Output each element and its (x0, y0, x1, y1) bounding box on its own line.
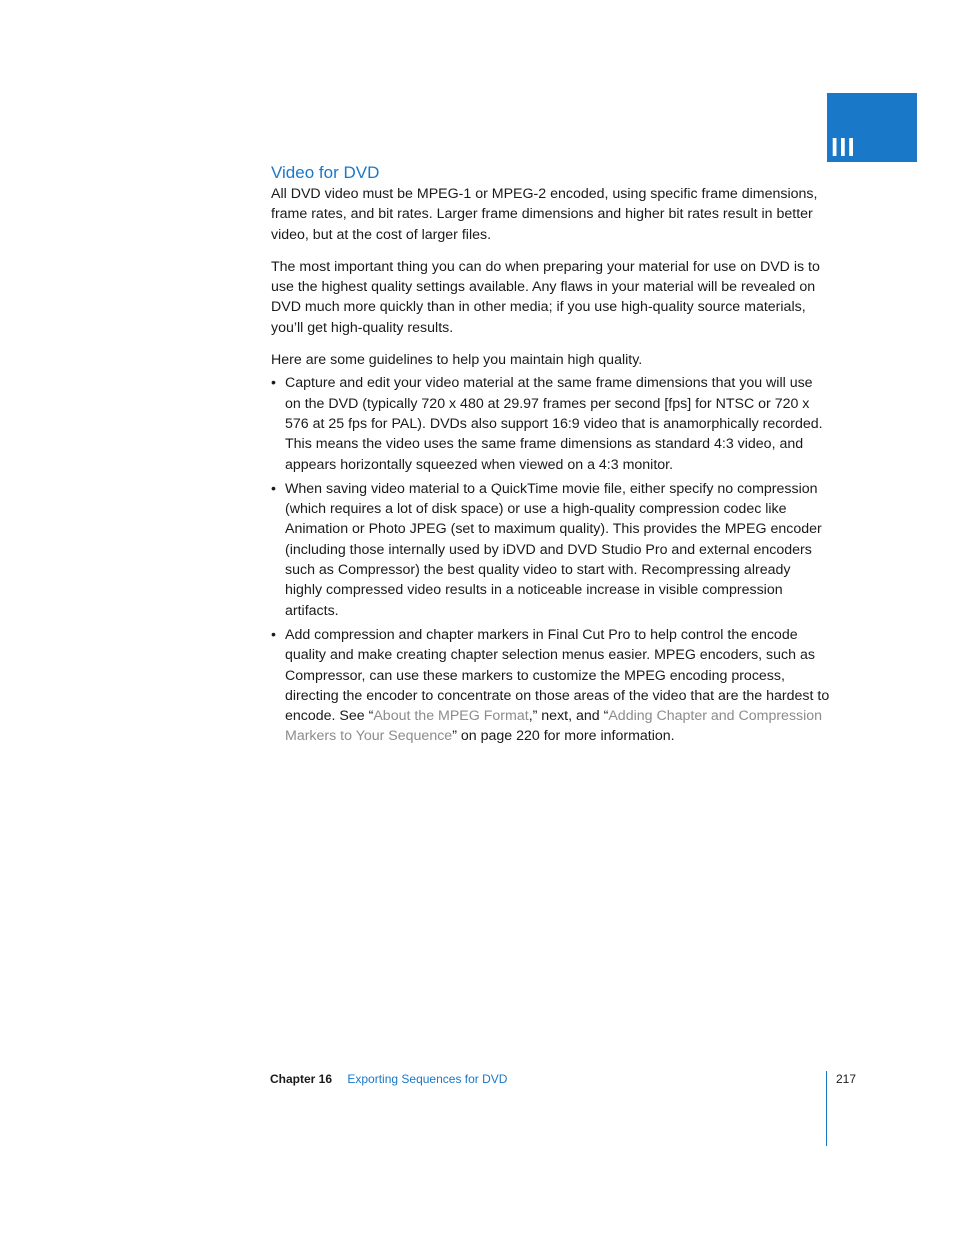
guidelines-list (271, 373, 831, 746)
chapter-label: Chapter 16 (270, 1072, 333, 1086)
paragraph: Here are some guidelines to help you maintain high quality. (271, 352, 643, 369)
part-tab (827, 93, 917, 162)
paragraph: The most important thing you can do when preparing your material for use on DVD is to use the highest quality settings available. Any flaws in your material will be revealed on DVD much more quickly than in other media; if you use high-quality source materials, you’ll get high-quality results. (271, 258, 820, 336)
footer-divider (826, 1071, 827, 1146)
list-item-text: ,” next, and “ (528, 708, 609, 725)
paragraph: All DVD video must be MPEG-1 or MPEG-2 encoded, using specific frame dimensions, frame rates, and bit rates. Larger frame dimensions and higher bit rates result in better video, but at the cost of larger files. (271, 186, 818, 243)
chapter-title: Exporting Sequences for DVD (347, 1072, 508, 1086)
page-footer (270, 1072, 830, 1086)
part-tab-label: III (831, 132, 856, 162)
main-content (271, 162, 831, 751)
list-item-text: Add compression and chapter markers in Final Cut Pro to help control the encode quality and make creating chapter selection menus easier. MPEG encoders, such as Compressor, can use these markers to customize the MPEG encoding process, directing the encoder to concentrate on those areas of the video that are the hardest to encode. See “ (285, 626, 830, 725)
page-number: 217 (836, 1072, 857, 1086)
section-title: Video for DVD (271, 163, 380, 182)
link-adding-chapter-markers[interactable]: Adding Chapter and Compression Markers to Your Sequence (285, 708, 823, 745)
list-item: • When saving video material to a QuickTime movie file, either specify no compression (which requires a lot of disk space) or use a high-quality compression codec like Animation or Photo JPEG (set to maximum quality). This provides the MPEG encoder (including those internally used by iDVD and DVD Studio Pro and external encoders such as Compressor) the best quality video to start with. Recompressing already highly compressed video results in a noticeable increase in visible compression artifacts. (271, 479, 831, 621)
link-about-mpeg-format[interactable]: About the MPEG Format (373, 708, 529, 725)
list-item-text: ” on page 220 for more information. (452, 728, 675, 745)
list-item: • Capture and edit your video material at the same frame dimensions that you will use on the DVD (typically 720 x 480 at 29.97 frames per second [fps] for NTSC or 720 x 576 at 25 fps for PAL). DVDs also support 16:9 video that is anamorphically recorded. This means the video uses the same frame dimensions as standard 4:3 video, and appears horizontally squeezed when viewed on a 4:3 monitor. (271, 373, 831, 474)
list-item (271, 625, 831, 747)
